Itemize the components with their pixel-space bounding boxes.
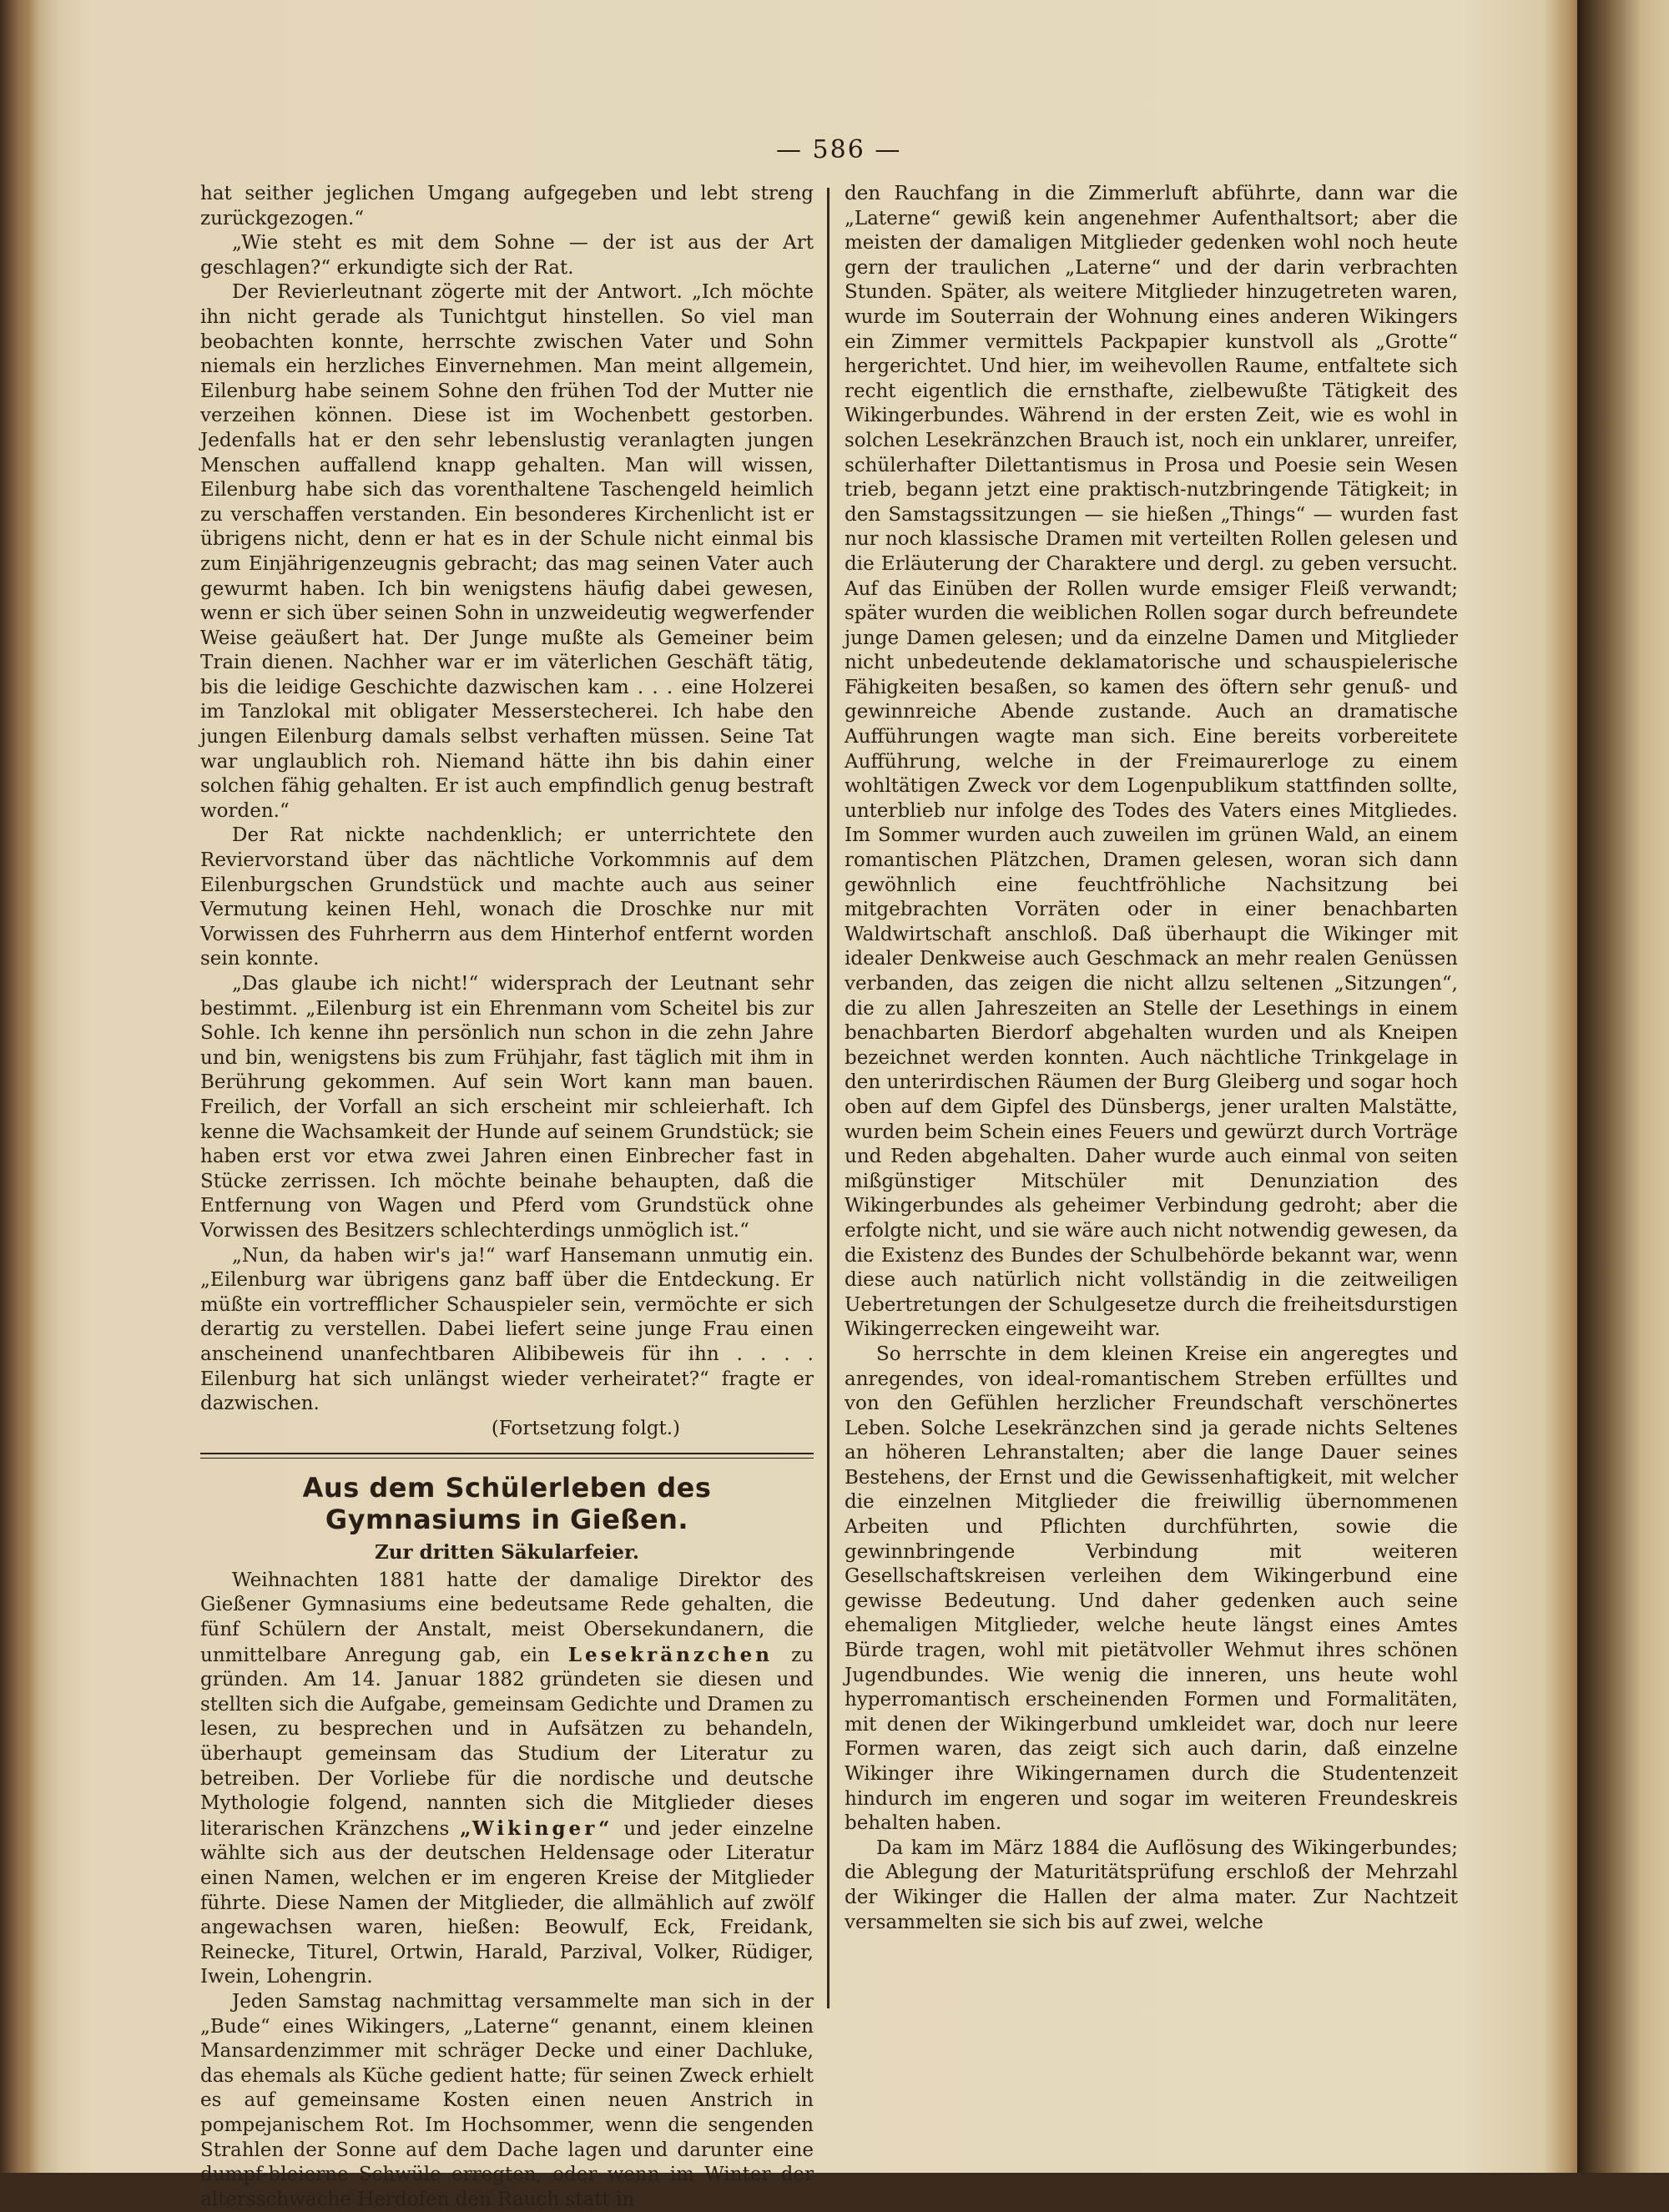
next-page-edge <box>1577 0 1669 2173</box>
page-number: — 586 — <box>776 135 902 164</box>
section-rule <box>200 1453 814 1459</box>
paragraph: So herrschte in dem kleinen Kreise ein angeregtes und anregendes, von ideal-romantischem Streben erfülltes und von den Gefühlen herzlicher Freundschaft verschönertes Leben. Solche Lesekränzchen sind ja gerade nichts Seltenes an höheren Lehranstalten; aber die lange Dauer seines Bestehens, der Ernst und die Gewissenhaftigkeit, mit welcher die einzelnen Mitglieder die freiwillig übernommenen Arbeiten und Pflichten durchführten, sowie die gewinnbringende Verbindung mit weiteren Gesellschaftskreisen verleihen dem Wikingerbund eine gewisse Bedeutung. Und daher gedenken auch seine ehemaligen Mitglieder, welche heute längst eines Amtes Bürde tragen, wohl mit pietätvoller Wehmut ihres schönen Jugendbundes. Wie wenig die inneren, uns heute wohl hyperromantisch erscheinenden Formen und Formalitäten, mit denen der Wikingerbund umkleidet war, doch nur leere Formen waren, das zeigt sich auch darin, daß einzelne Wikinger ihre Wikingernamen durch die Studentenzeit hindurch im engeren und sogar im weiteren Freundeskreis behalten haben. <box>845 1343 1458 1835</box>
paragraph: „Nun, da haben wir's ja!“ warf Hansemann unmutig ein. „Eilenburg war übrigens ganz baff über die Entdeckung. Er müßte ein vortrefflicher Schauspieler sein, vermöchte er sich derartig zu verstellen. Dabei liefert seine junge Frau einen anscheinend unanfechtbaren Alibibeweis für ihn . . . . Eilenburg hat sich unlängst wieder verheiratet?“ fragte er dazwischen. <box>200 1244 814 1415</box>
spaced-term: „Wikinger“ <box>460 1816 613 1840</box>
paragraph: hat seither jeglichen Umgang aufgegeben und lebt streng zurückgezogen.“ <box>200 183 814 229</box>
article-paragraph <box>200 1569 814 1990</box>
text-run: Weihnachten 1881 hatte der damalige Direktor des Gießener Gymnasiums eine bedeutsame Rede gehalten, die fünf Schülern der Anstalt, meist Obersekundanern, die unmittelbare Anregung gab, ein <box>200 1569 814 1666</box>
article-title: Aus dem Schülerleben des Gymnasiums in Gießen. <box>302 1472 712 1536</box>
spaced-term: Lesekränzchen <box>567 1643 774 1666</box>
continuation-note: (Fortsetzung folgt.) <box>491 1417 680 1439</box>
article-subtitle: Zur dritten Säkularfeier. <box>374 1541 640 1565</box>
text-run: zu gründen. Am 14. Januar 1882 gründeten sie diesen und stellten sich die Aufgabe, gemeinsam Gedichte und Dramen zu lesen, zu besprechen und in Aufsätzen zu behandeln, überhaupt gemeinsam das Studium der Literatur zu betreiben. Der Vorliebe für die nordische und deutsche Mythologie folgend, nannten sich die Mitglieder dieses literarischen Kränzchens <box>200 1644 814 1840</box>
left-column <box>200 182 814 2212</box>
paragraph: den Rauchfang in die Zimmerluft abführte, dann war die „Laterne“ gewiß kein angenehmer Aufenthaltsort; aber die meisten der damaligen Mitglieder gedenken wohl noch heute gern der traulichen „Laterne“ und der darin verbrachten Stunden. Später, als weitere Mitglieder hinzugetreten waren, wurde im Souterrain der Wohnung eines anderen Wikingers ein Zimmer vermittels Packpapier kunstvoll als „Grotte“ hergerichtet. Und hier, im weihevollen Raume, entfaltete sich recht eigentlich die ernsthafte, zielbewußte Tätigkeit des Wikingerbundes. Während in der ersten Zeit, wie es wohl in solchen Lesekränzchen Brauch ist, noch ein unklarer, unreifer, schülerhafter Dilettantismus in Prosa und Poesie sein Wesen trieb, begann jetzt eine praktisch-nutzbringende Tätigkeit; in den Samstagssitzungen — sie hießen „Things“ — wurden fast nur noch klassische Dramen mit verteilten Rollen gelesen und die Erläuterung der Charaktere und dergl. zu geben versucht. Auf das Einüben der Rollen wurde emsiger Fleiß verwandt; später wurden die weiblichen Rollen sogar durch befreundete junge Damen gelesen; und da einzelne Damen und Mitglieder nicht unbedeutende deklamatorische und schauspielerische Fähigkeiten besaßen, so kamen des öftern sehr genuß- und gewinnreiche Abende zustande. Auch an dramatische Aufführungen wagte man sich. Eine bereits vorbereitete Aufführung, welche in der Freimaurerloge zu einem wohltätigen Zweck vor dem Logenpublikum stattfinden sollte, unterblieb nur infolge des Todes des Vaters eines Mitgliedes. Im Sommer wurden auch zuweilen im grünen Wald, an einem romantischen Plätzchen, Dramen gelesen, woran sich dann gewöhnlich eine feuchtfröhliche Nachsitzung bei mitgebrachten Vorräten oder in einer benachbarten Waldwirtschaft anschloß. Daß überhaupt die Wikinger mit idealer Denkweise auch Geschmack an mehr realen Genüssen verbanden, das zeigen die nicht allzu seltenen „Sitzungen“, die zu allen Jahreszeiten an Stelle der Lesethings in einem benachbarten Bierdorf abgehalten wurden und als Kneipen bezeichnet werden konnten. Auch nächtliche Trinkgelage in den unterirdischen Räumen der Burg Gleiberg und sogar hoch oben auf dem Gipfel des Dünsbergs, jener uralten Malstätte, wurden beim Schein eines Feuers und gewürzt durch Vorträge und Reden abgehalten. Daher wurde auch einmal von seiten mißgünstiger Mitschüler mit Denunziation des Wikingerbundes als geheimer Verbindung gedroht; aber die erfolgte nicht, und sie wäre auch nicht notwendig gewesen, da die Existenz des Bundes der Schulbehörde bekannt war, wenn diese auch natürlich nicht vollständig in die zeitweiligen Uebertretungen der Schulgesetze durch die freiheitsdurstigen Wikingerrecken eingeweiht war. <box>845 183 1458 1341</box>
paragraph: „Das glaube ich nicht!“ widersprach der Leutnant sehr bestimmt. „Eilenburg ist ein Ehrenmann vom Scheitel bis zur Sohle. Ich kenne ihn persönlich nun schon in die zehn Jahre und bin, wenigstens bis zum Frühjahr, fast täglich mit ihm in Berührung gekommen. Auf sein Wort kann man bauen. Freilich, der Vorfall an sich erscheint mir schleierhaft. Ich kenne die Wachsamkeit der Hunde auf seinem Grundstück; sie haben erst vor etwa zwei Jahren einen Einbrecher fast in Stücke zerrissen. Ich möchte beinahe behaupten, daß die Entfernung von Wagen und Pferd vom Grundstück ohne Vorwissen des Besitzers schlechterdings unmöglich ist.“ <box>200 973 814 1242</box>
paragraph: Da kam im März 1884 die Auflösung des Wikingerbundes; die Ablegung der Maturitätsprüfung erschloß der Mehrzahl der Wikinger die Hallen der alma mater. Zur Nachtzeit versammelten sie sich bis auf zwei, welche <box>845 1837 1458 1933</box>
column-divider <box>827 188 829 2008</box>
right-column <box>845 182 1458 1935</box>
text-run: und jeder einzelne wählte sich aus der deutschen Heldensage oder Literatur einen Namen, welchen er im engeren Kreise der Mitglieder führte. Diese Namen der Mitglieder, die allmählich auf zwölf angewachsen waren, hießen: Beowulf, Eck, Freidank, Reinecke, Titurel, Ortwin, Harald, Parzival, Volker, Rüdiger, Iwein, Lohengrin. <box>200 1817 814 1988</box>
paragraph: „Wie steht es mit dem Sohne — der ist aus der Art geschlagen?“ erkundigte sich der Rat. <box>200 232 814 279</box>
article-paragraph: Jeden Samstag nachmittag versammelte man sich in der „Bude“ eines Wikingers, „Laterne“ genannt, einem kleinen Mansardenzimmer mit schräger Decke und einer Dachluke, das ehemals als Küche gedient hatte; für seinen Zweck erhielt es auf gemeinsame Kosten einen neuen Anstrich in pompejanischem Rot. Im Hochsommer, wenn die sengenden Strahlen der Sonne auf dem Dache lagen und darunter eine dumpf-bleierne Schwüle erregten, oder wenn im Winter der altersschwache Herdofen den Rauch statt in <box>200 1990 814 2210</box>
paragraph: Der Rat nickte nachdenklich; er unterrichtete den Reviervorstand über das nächtliche Vorkommnis auf dem Eilenburgschen Grundstück und machte auch aus seiner Vermutung keinen Hehl, wonach die Droschke nur mit Vorwissen des Fuhrherrn aus dem Hinterhof entfernt worden sein konnte. <box>200 824 814 970</box>
paragraph: Der Revierleutnant zögerte mit der Antwort. „Ich möchte ihn nicht gerade als Tunichtgut hinstellen. So viel man beobachten konnte, herrschte zwischen Vater und Sohn niemals ein herzliches Einvernehmen. Man meint allgemein, Eilenburg habe seinem Sohne den frühen Tod der Mutter nie verzeihen können. Diese ist im Wochenbett gestorben. Jedenfalls hat er den sehr lebenslustig veranlagten jungen Menschen auffallend knapp gehalten. Man will wissen, Eilenburg habe sich das vorenthaltene Taschengeld heimlich zu verschaffen verstanden. Ein besonderes Kirchenlicht ist er übrigens nicht, denn er hat es in der Schule nicht einmal bis zum Einjährigenzeugnis gebracht; das mag seinen Vater auch gewurmt haben. Ich bin wenigstens häufig dabei gewesen, wenn er sich über seinen Sohn in unzweideutig wegwerfender Weise geäußert hat. Der Junge mußte als Gemeiner beim Train dienen. Nachher war er im väterlichen Geschäft tätig, bis die leidige Geschichte dazwischen kam . . . eine Holzerei im Tanzlokal mit obligater Messerstecherei. Ich habe den jungen Eilenburg damals selbst verhaften müssen. Seine Tat war unglaublich roh. Niemand hätte ihn bis dahin einer solchen fähig gehalten. Er ist auch empfindlich genug bestraft worden.“ <box>200 281 814 822</box>
